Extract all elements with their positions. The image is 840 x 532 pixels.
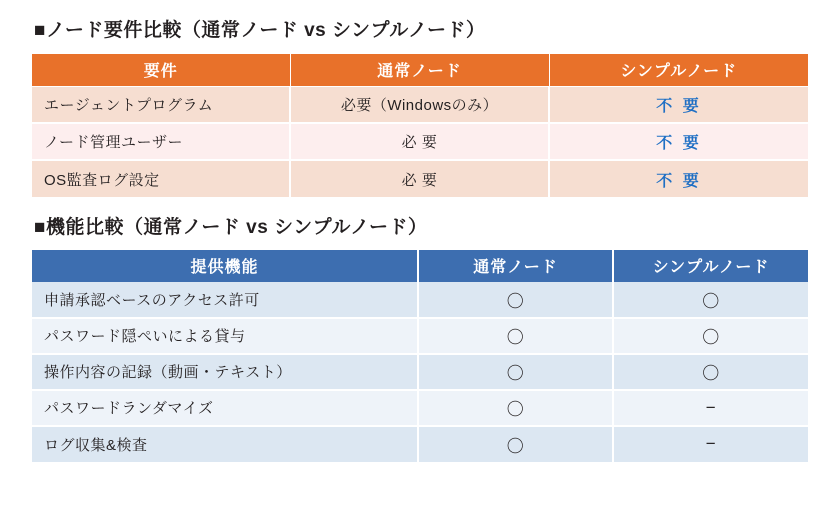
row-label: ノード管理ユーザー [32,123,290,160]
table-row [32,318,808,354]
row-label: 申請承認ベースのアクセス許可 [32,282,418,318]
table-header-row [32,250,808,282]
column-header-normal-node: 通常ノード [290,53,549,86]
table-row [32,354,808,390]
row-label: パスワードランダマイズ [32,390,418,426]
cell-simple-node: 不 要 [549,86,808,123]
node-requirements-table [32,53,808,198]
cell-normal-node: 必 要 [290,160,549,197]
column-header-requirement: 要件 [32,53,290,86]
cell-normal-node: 〇 [418,282,613,318]
table-row [32,426,808,462]
cell-simple-node: 不 要 [549,160,808,197]
section-1-heading: ■ノード要件比較（通常ノード vs シンプルノード） [34,20,486,41]
row-label: OS監査ログ設定 [32,160,290,197]
table-header-row [32,53,808,86]
cell-simple-node: 〇 [613,318,808,354]
cell-simple-node: − [613,390,808,426]
cell-normal-node: 必要（Windowsのみ） [290,86,549,123]
row-label: ログ収集&検査 [32,426,418,462]
column-header-feature: 提供機能 [32,250,418,282]
section-2-heading: ■機能比較（通常ノード vs シンプルノード） [34,217,428,239]
cell-normal-node: 〇 [418,390,613,426]
row-label: 操作内容の記録（動画・テキスト） [32,354,418,390]
cell-normal-node: 〇 [418,354,613,390]
column-header-simple-node: シンプルノード [613,250,808,282]
cell-normal-node: 必 要 [290,123,549,160]
cell-normal-node: 〇 [418,318,613,354]
cell-simple-node: 不 要 [549,123,808,160]
cell-simple-node: 〇 [613,282,808,318]
column-header-simple-node: シンプルノード [549,53,808,86]
cell-normal-node: 〇 [418,426,613,462]
table-row [32,123,808,160]
feature-comparison-table [32,250,808,462]
table-row [32,86,808,123]
table-row [32,160,808,197]
table-row [32,282,808,318]
column-header-normal-node: 通常ノード [418,250,613,282]
cell-simple-node: 〇 [613,354,808,390]
cell-simple-node: − [613,426,808,462]
row-label: エージェントプログラム [32,86,290,123]
table-row [32,390,808,426]
row-label: パスワード隠ぺいによる貸与 [32,318,418,354]
